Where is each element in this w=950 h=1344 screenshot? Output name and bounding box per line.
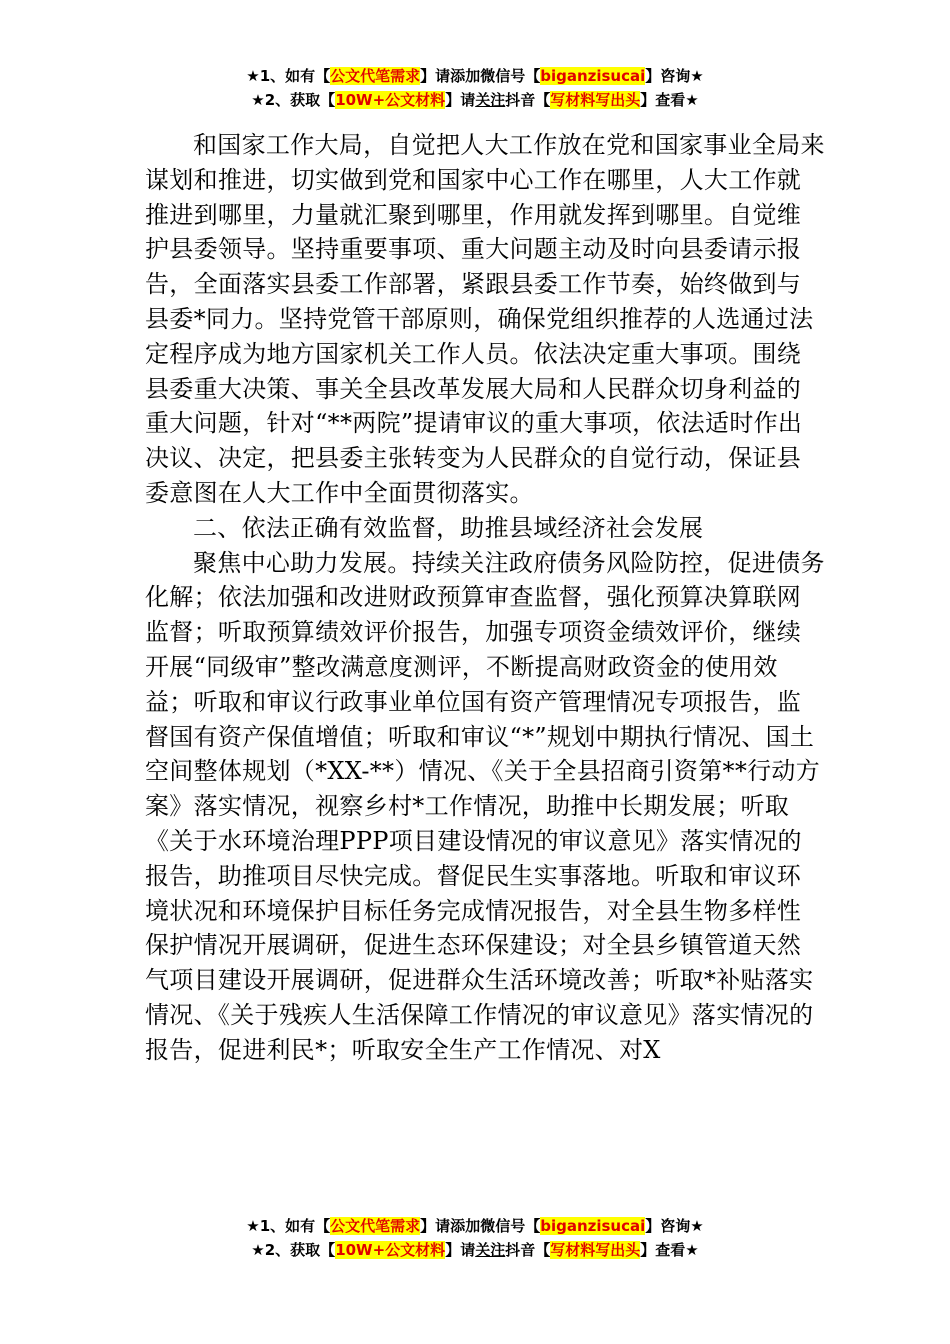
- banner-text: 】请: [445, 1241, 476, 1259]
- banner-line-1: [0, 1214, 950, 1238]
- banner-text: 】咨询★: [645, 67, 704, 85]
- banner-text: ★1、如有【: [246, 1217, 331, 1235]
- banner-text: 关注: [475, 91, 506, 109]
- banner-highlight-service: 公文代笔需求: [330, 67, 421, 85]
- banner-text: 微信号【: [480, 1217, 541, 1235]
- header-banner: [0, 64, 950, 112]
- banner-text: ★1、如有【: [246, 67, 331, 85]
- banner-highlight-materials: 10W+公文材料: [335, 1241, 446, 1259]
- banner-line-2: [0, 1238, 950, 1262]
- banner-highlight-wechat: biganzisucai: [540, 67, 646, 85]
- banner-text: 】请: [445, 91, 476, 109]
- banner-text: 】查看★: [640, 91, 699, 109]
- banner-highlight-douyin: 写材料写出头: [550, 91, 641, 109]
- banner-line-2: [0, 88, 950, 112]
- paragraph-2: 聚焦中心助力发展。持续关注政府债务风险防控，促进债务化解；依法加强和改进财政预算审查监督，强化预算决算联网监督；听取预算绩效评价报告，加强专项资金绩效评价，继续开展“同级审”整改满意度测评，不断提高财政资金的使用效益；听取和审议行政事业单位国有资产管理情况专项报告，监督国有资产保值增值；听取和审议“*”规划中期执行情况、国土空间整体规划（*XX-**）情况、《关于全县招商引资第**行动方案》落实情况，视察乡村*工作情况，助推中长期发展；听取《关于水环境治理PPP项目建设情况的审议意见》落实情况的报告，助推项目尽快完成。督促民生实事落地。听取和审议环境状况和环境保护目标任务完成情况报告，对全县生物多样性保护情况开展调研，促进生态环保建设；对全县乡镇管道天然气项目建设开展调研，促进群众生活环境改善；听取*补贴落实情况、《关于残疾人生活保障工作情况的审议意见》落实情况的报告，促进利民*；听取安全生产工作情况、对X: [145, 548, 825, 1064]
- banner-text: 加: [465, 1217, 481, 1235]
- banner-highlight-service: 公文代笔需求: [330, 1217, 421, 1235]
- banner-text: 加: [465, 67, 481, 85]
- banner-text: ★2、获取【: [251, 1241, 336, 1259]
- banner-highlight-wechat: biganzisucai: [540, 1217, 646, 1235]
- banner-text: 】咨询★: [645, 1217, 704, 1235]
- footer-banner: [0, 1214, 950, 1262]
- section-heading-2: 二、依法正确有效监督，助推县域经济社会发展: [193, 513, 704, 542]
- banner-text: 】查看★: [640, 1241, 699, 1259]
- banner-text: 抖音【: [505, 1241, 551, 1259]
- banner-text: 】请添: [420, 67, 466, 85]
- banner-line-1: [0, 64, 950, 88]
- banner-highlight-materials: 10W+公文材料: [335, 91, 446, 109]
- banner-text: 微信号【: [480, 67, 541, 85]
- banner-highlight-douyin: 写材料写出头: [550, 1241, 641, 1259]
- banner-text: ★2、获取【: [251, 91, 336, 109]
- document-body: [145, 128, 825, 1068]
- paragraph-1: 和国家工作大局，自觉把人大工作放在党和国家事业全局来谋划和推进，切实做到党和国家中心工作在哪里，人大工作就推进到哪里，力量就汇聚到哪里，作用就发挥到哪里。自觉维护县委领导。坚持重要事项、重大问题主动及时向县委请示报告，全面落实县委工作部署，紧跟县委工作节奏，始终做到与县委*同力。坚持党管干部原则，确保党组织推荐的人选通过法定程序成为地方国家机关工作人员。依法决定重大事项。围绕县委重大决策、事关全县改革发展大局和人民群众切身利益的重大问题，针对“**两院”提请审议的重大事项，依法适时作出决议、决定，把县委主张转变为人民群众的自觉行动，保证县委意图在人大工作中全面贯彻落实。: [145, 131, 825, 507]
- banner-text: 】请添: [420, 1217, 466, 1235]
- banner-text: 抖音【: [505, 91, 551, 109]
- banner-text: 关注: [475, 1241, 506, 1259]
